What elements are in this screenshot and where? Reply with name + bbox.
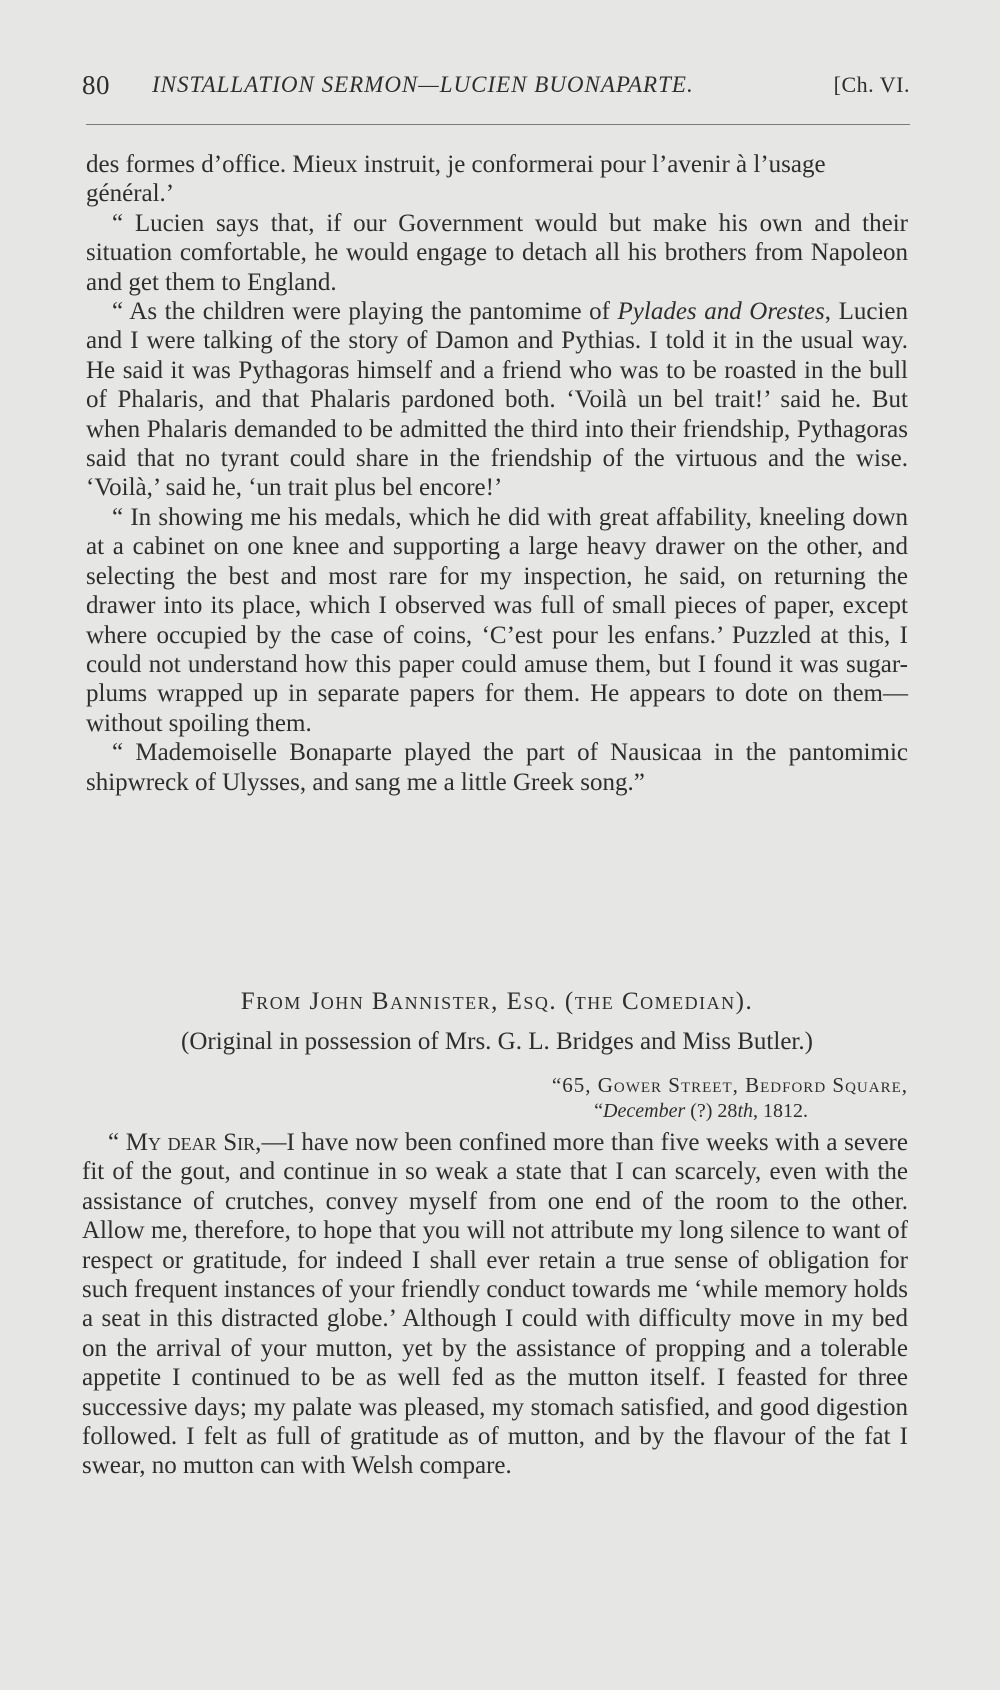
p2-start: “ As the children were playing the pantomime of — [112, 298, 618, 326]
date-ordinal: th — [737, 1100, 753, 1122]
letter-address: “65, Gower Street, Bedford Square, — [551, 1073, 908, 1097]
running-title: INSTALLATION SERMON—LUCIEN BUONAPARTE. — [152, 72, 694, 97]
paragraph-nausicaa: “ Mademoiselle Bonaparte played the part of Nausicaa in the pantomimic shipwreck of Ulysses, and sang me a little Greek song.” — [86, 739, 908, 796]
p2-italic-title: Pylades and Orestes — [617, 298, 825, 326]
date-month: December — [603, 1100, 686, 1122]
letter-body — [82, 1128, 908, 1481]
header-rule — [86, 124, 910, 125]
running-header — [82, 68, 910, 104]
date-quote: “ — [594, 1100, 604, 1122]
source-note: (Original in possession of Mrs. G. L. Bridges and Miss Butler.) — [181, 1028, 813, 1055]
paragraph-continuation: des formes d’office. Mieux instruit, je conformerai pour l’avenir à l’usage général.’ — [86, 151, 826, 208]
chapter-marker: [Ch. VI. — [833, 72, 910, 97]
section-heading: From John Bannister, Esq. (the Comedian). — [240, 988, 754, 1015]
letter-salutation: “ My dear Sir, — [108, 1129, 262, 1156]
date-year: , 1812. — [753, 1100, 808, 1122]
letter-date — [86, 1100, 908, 1123]
paragraph-medals: “ In showing me his medals, which he did with great affability, kneeling down at a cabinet on one knee and supporting a large heavy drawer on the other, and selecting the best and most rare for my inspection, he said, on returning the drawer into its place, which I observed was full of small pieces of paper, except where occupied by the case of coins, ‘C’est pour les enfans.’ Puzzled at this, I could not understand how this paper could amuse them, but I found it was sugar-plums wrapped up in separate papers for them. He appears to dote on them—without spoiling them. — [86, 503, 908, 737]
date-mid: (?) 28 — [685, 1100, 738, 1122]
letter-text: —I have now been confined more than five weeks with a severe fit of the gout, and continue in so weak a state that I can scarcely, even with the assistance of crutches, convey myself from one end of the room to the other. Allow me, therefore, to hope that you will not attribute my long silence to want of respect or gratitude, for indeed I shall ever retain a true sense of obligation for such frequent instances of your friendly conduct towards me ‘while memory holds a seat in this distracted globe.’ Although I could with difficulty move in my bed on the arrival of your mutton, yet by the assistance of propping and a tolerable appetite I continued to be as well fed as the mutton itself. I feasted for three successive days; my palate was pleased, my stomach satisfied, and good digestion followed. I felt as full of gratitude as of mutton, and by the flavour of the fat I swear, no mutton can with Welsh compare. — [82, 1129, 908, 1480]
paragraph-damon-pythias — [86, 297, 908, 503]
page-number: 80 — [82, 70, 110, 100]
main-text — [86, 150, 908, 797]
p2-rest: , Lucien and I were talking of the story of Damon and Pythias. I told it in the usual way. He said it was Pythagoras himself and a friend who was to be roasted in the bull of Phalaris, and that Phalaris pardoned both. ‘Voilà un bel trait!’ said he. But when Phalaris demanded to be admitted the third into their friendship, Pythagoras said that no tyrant could share in the friendship of the virtuous and the wise. ‘Voilà,’ said he, ‘un trait plus bel encore!’ — [86, 298, 908, 502]
paragraph-lucien-government: “ Lucien says that, if our Government would but make his own and their situation comfortable, he would engage to detach all his brothers from Napoleon and get them to England. — [86, 209, 908, 296]
